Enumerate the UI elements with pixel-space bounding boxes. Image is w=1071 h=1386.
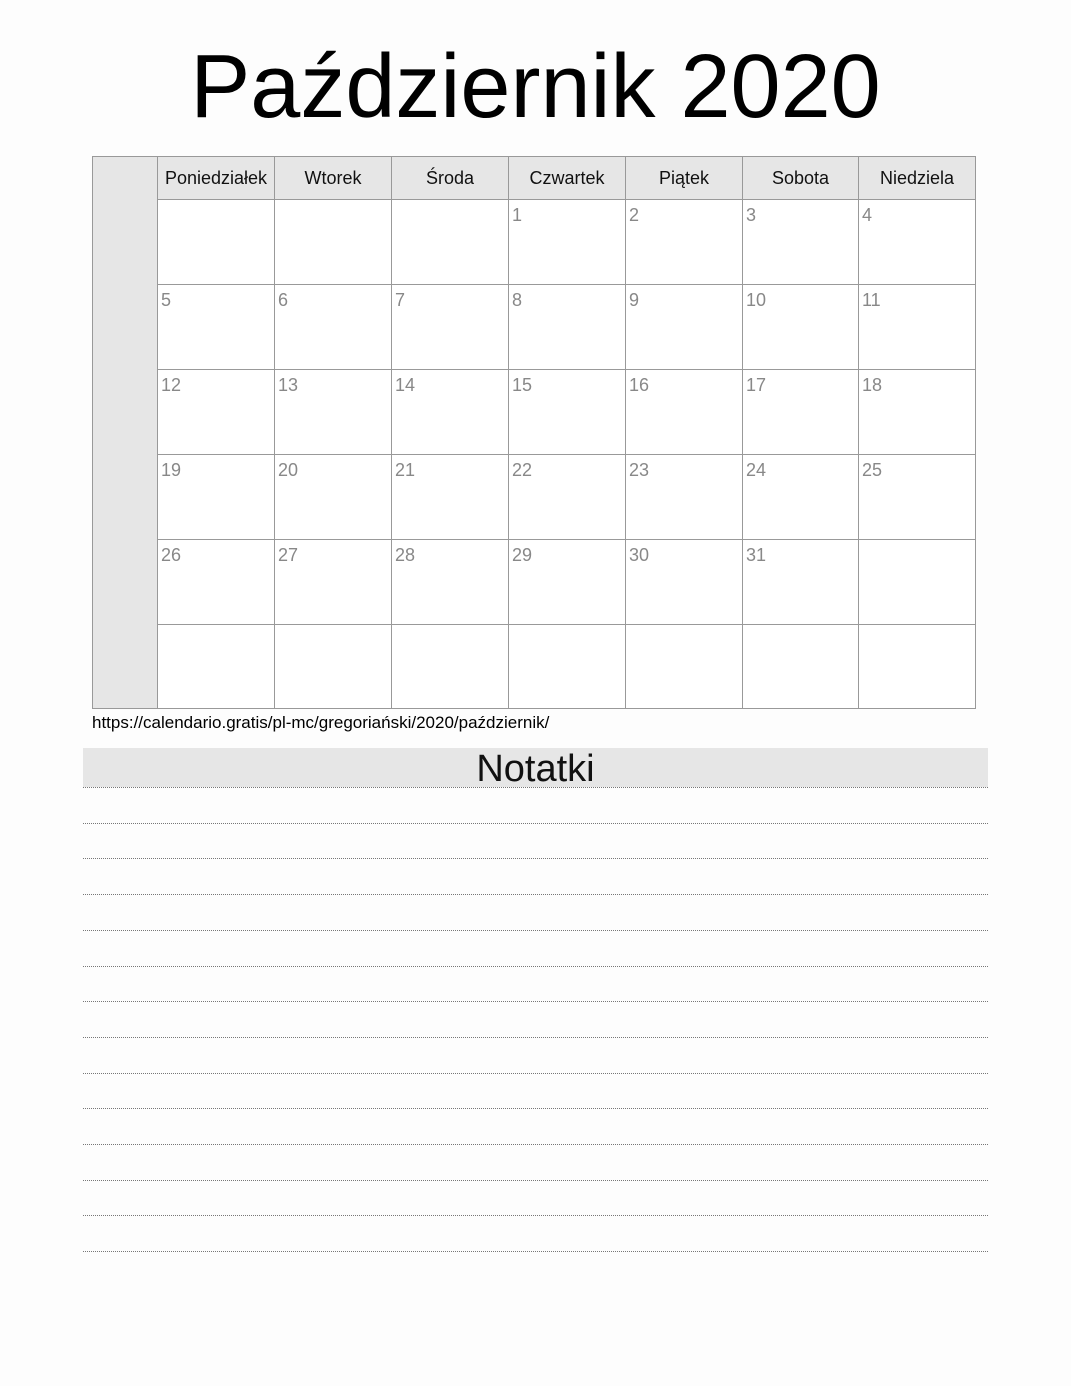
day-cell — [626, 455, 743, 540]
day-cell — [626, 370, 743, 455]
day-cell — [743, 625, 859, 708]
week-number-column — [93, 157, 158, 708]
day-number: 28 — [395, 545, 416, 565]
notes-line — [83, 823, 988, 824]
day-cell — [626, 200, 743, 285]
source-url: https://calendario.gratis/pl-mc/gregoriański/2020/październik/ — [92, 713, 550, 732]
notes-line — [83, 1215, 988, 1216]
notes-line — [83, 930, 988, 931]
day-cell — [743, 370, 859, 455]
notes-heading: Notatki — [83, 748, 988, 787]
weekday-header: Sobota — [743, 157, 859, 200]
day-cell — [158, 540, 275, 625]
day-cell — [275, 540, 392, 625]
day-cell — [275, 455, 392, 540]
day-number: 26 — [161, 545, 182, 565]
notes-line — [83, 1180, 988, 1181]
day-cell — [859, 455, 975, 540]
day-number: 10 — [746, 290, 767, 310]
day-cell — [509, 370, 626, 455]
day-cell — [743, 285, 859, 370]
day-cell — [859, 285, 975, 370]
day-cell — [743, 455, 859, 540]
notes-line — [83, 894, 988, 895]
notes-line — [83, 787, 988, 788]
day-cell — [392, 285, 509, 370]
day-cell — [509, 285, 626, 370]
day-cell — [509, 625, 626, 708]
day-cell — [859, 200, 975, 285]
day-cell — [392, 540, 509, 625]
day-cell — [392, 625, 509, 708]
weekday-header: Niedziela — [859, 157, 975, 200]
day-cell — [392, 200, 509, 285]
day-cell — [158, 285, 275, 370]
day-number: 2 — [629, 205, 640, 225]
day-cell — [275, 370, 392, 455]
day-number: 11 — [862, 290, 881, 310]
day-cell — [158, 625, 275, 708]
notes-line — [83, 1001, 988, 1002]
day-cell — [626, 625, 743, 708]
notes-line — [83, 1073, 988, 1074]
day-number: 20 — [278, 460, 299, 480]
day-cell — [626, 540, 743, 625]
day-number: 5 — [161, 290, 172, 310]
day-cell — [392, 455, 509, 540]
weekday-header: Poniedziałek — [158, 157, 275, 200]
day-cell — [392, 370, 509, 455]
day-number: 14 — [395, 375, 416, 395]
day-cell — [158, 370, 275, 455]
day-number: 9 — [629, 290, 640, 310]
day-cell — [509, 200, 626, 285]
day-number: 7 — [395, 290, 406, 310]
day-cell — [626, 285, 743, 370]
notes-line — [83, 1108, 988, 1109]
notes-line — [83, 1144, 988, 1145]
day-number: 1 — [512, 205, 523, 225]
weekday-header: Wtorek — [275, 157, 392, 200]
day-number: 22 — [512, 460, 533, 480]
day-cell — [859, 540, 975, 625]
day-number: 13 — [278, 375, 299, 395]
day-number: 25 — [862, 460, 883, 480]
calendar-grid — [92, 156, 976, 709]
day-cell — [859, 625, 975, 708]
page-title: Październik 2020 — [190, 37, 881, 137]
day-number: 8 — [512, 290, 523, 310]
day-cell — [509, 455, 626, 540]
day-number: 29 — [512, 545, 533, 565]
day-cell — [859, 370, 975, 455]
day-number: 15 — [512, 375, 533, 395]
day-number: 12 — [161, 375, 182, 395]
day-cell — [275, 625, 392, 708]
day-cell — [158, 455, 275, 540]
calendar-days — [158, 157, 975, 708]
day-number: 3 — [746, 205, 757, 225]
day-number: 17 — [746, 375, 767, 395]
day-number: 31 — [746, 545, 767, 565]
day-number: 4 — [862, 205, 873, 225]
day-cell — [743, 540, 859, 625]
day-cell — [509, 540, 626, 625]
day-number: 19 — [161, 460, 182, 480]
day-number: 6 — [278, 290, 289, 310]
day-cell — [275, 285, 392, 370]
day-number: 18 — [862, 375, 883, 395]
day-number: 24 — [746, 460, 767, 480]
day-cell — [743, 200, 859, 285]
day-cell — [275, 200, 392, 285]
day-number: 30 — [629, 545, 650, 565]
day-number: 27 — [278, 545, 299, 565]
notes-line — [83, 1251, 988, 1252]
day-number: 16 — [629, 375, 650, 395]
weekday-header: Czwartek — [509, 157, 626, 200]
notes-line — [83, 1037, 988, 1038]
day-cell — [158, 200, 275, 285]
weekday-header: Środa — [392, 157, 509, 200]
day-number: 21 — [395, 460, 416, 480]
notes-line — [83, 858, 988, 859]
day-number: 23 — [629, 460, 650, 480]
notes-line — [83, 966, 988, 967]
weekday-header: Piątek — [626, 157, 743, 200]
